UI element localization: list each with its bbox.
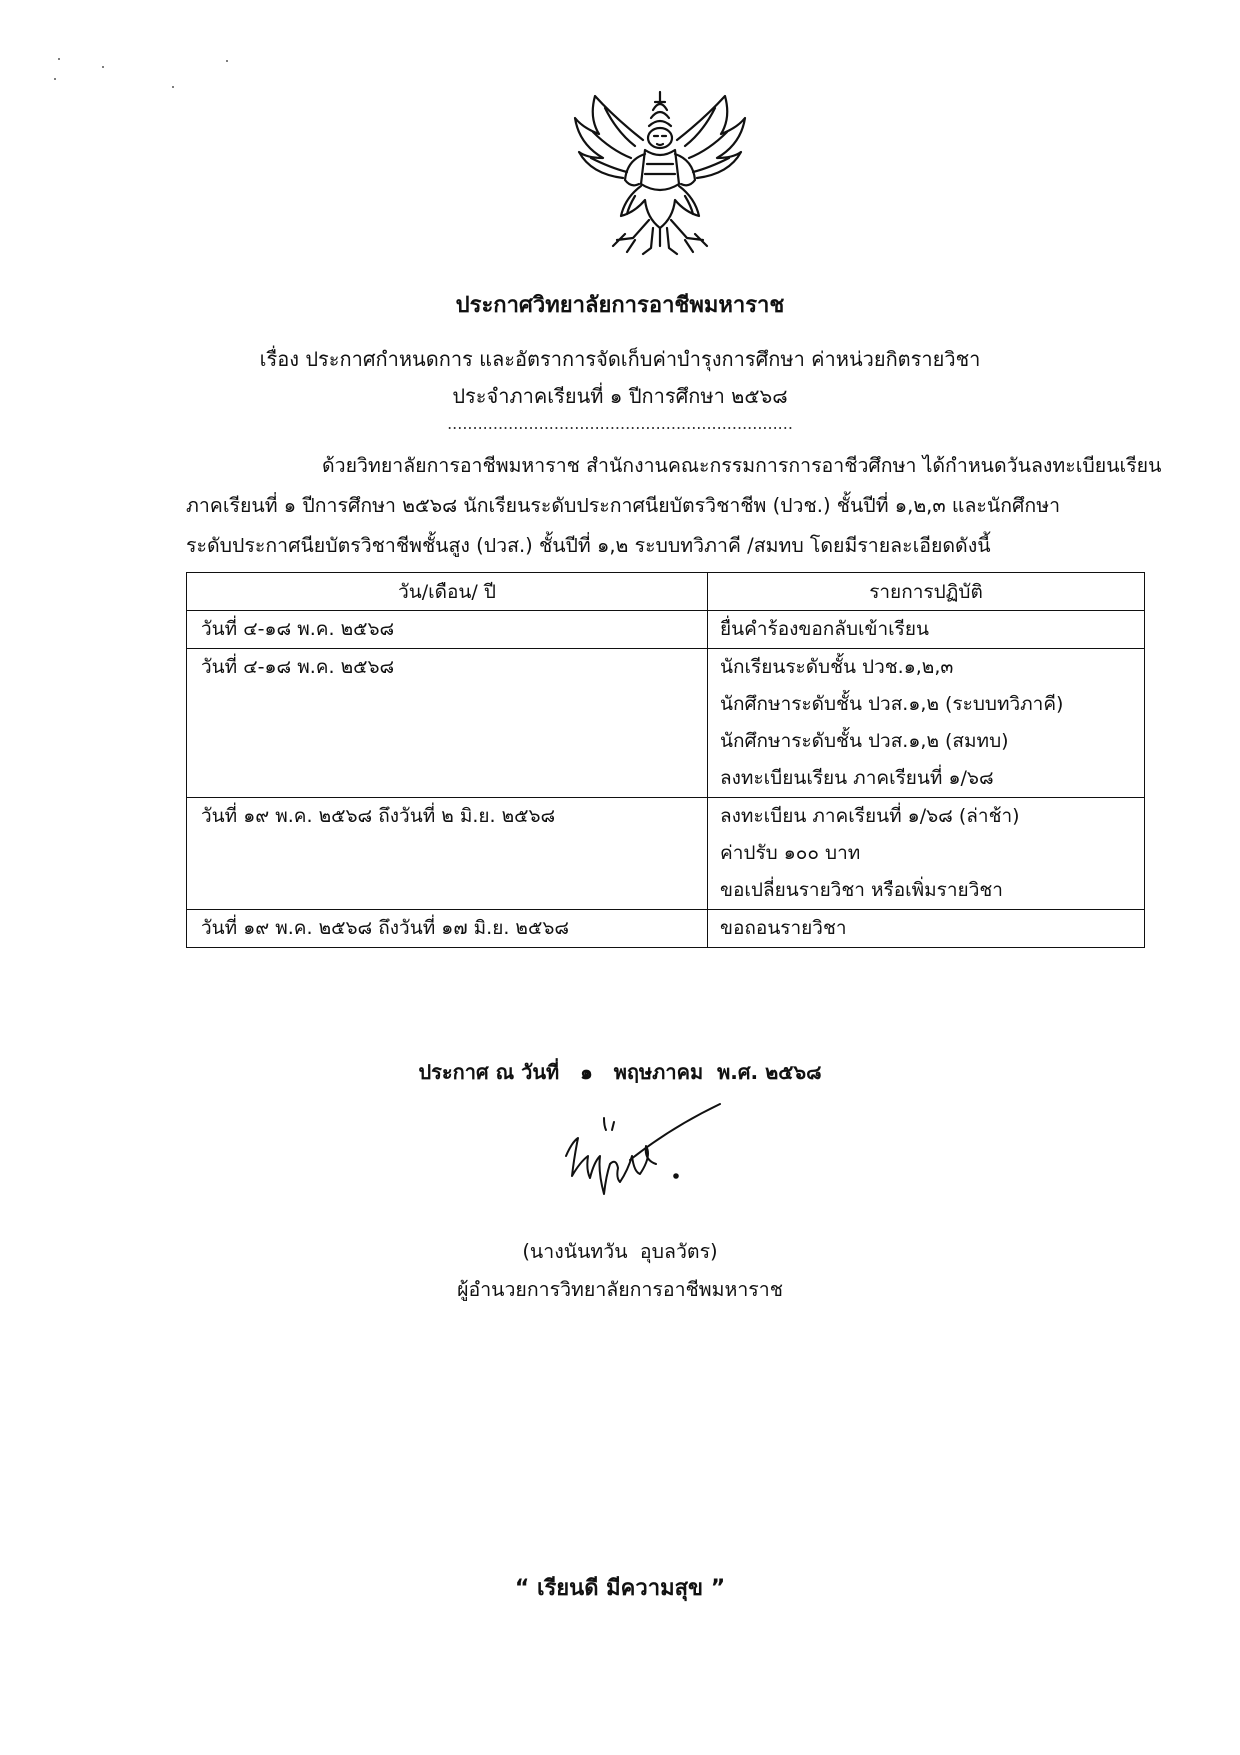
table-row (187, 649, 1145, 798)
date-text: วันที่ ๑๙ พ.ค. ๒๕๖๘ ถึงวันที่ ๑๗ มิ.ย. ๒๕๖๘ (201, 917, 570, 939)
action-item: นักเรียนระดับชั้น ปวช.๑,๒,๓ (720, 656, 954, 678)
action-item: ขอเปลี่ยนรายวิชา หรือเพิ่มรายวิชา (720, 879, 1003, 901)
divider-dots: .................................................................... (447, 414, 793, 433)
table-row (187, 798, 1145, 910)
intro-line-1: ด้วยวิทยาลัยการอาชีพมหาราช สำนักงานคณะกรรมการการอาชีวศึกษา ได้กำหนดวันลงทะเบียนเรียน (322, 454, 1162, 477)
action-item: ขอถอนรายวิชา (720, 917, 847, 939)
scan-speck (226, 60, 228, 62)
table-row (187, 611, 1145, 649)
garuda-emblem-icon (565, 88, 755, 258)
date-text: วันที่ ๑๙ พ.ค. ๒๕๖๘ ถึงวันที่ ๒ มิ.ย. ๒๕๖๘ (201, 805, 556, 827)
date-cell (187, 910, 708, 948)
announcement-date: ประกาศ ณ วันที่ ๑ พฤษภาคม พ.ศ. ๒๕๖๘ (418, 1060, 822, 1084)
date-cell (187, 798, 708, 910)
date-cell (187, 611, 708, 649)
schedule-table (186, 572, 1145, 948)
scan-speck (54, 78, 56, 80)
column-header-date: วัน/เดือน/ ปี (187, 573, 708, 611)
intro-line-3: ระดับประกาศนียบัตรวิชาชีพชั้นสูง (ปวส.) ชั้นปีที่ ๑,๒ ระบบทวิภาคี /สมทบ โดยมีรายละเอียดดังนี้ (186, 534, 991, 557)
date-cell (187, 649, 708, 798)
date-text: วันที่ ๔-๑๘ พ.ค. ๒๕๖๘ (201, 618, 395, 640)
table-row (187, 910, 1145, 948)
column-header-actions: รายการปฏิบัติ (708, 573, 1145, 611)
handwritten-signature (560, 1098, 730, 1208)
action-item: ค่าปรับ ๑๐๐ บาท (720, 842, 861, 864)
scan-speck (102, 66, 104, 68)
action-item: ลงทะเบียนเรียน ภาคเรียนที่ ๑/๖๘ (720, 767, 994, 789)
table-header-row (187, 573, 1145, 611)
action-item: ลงทะเบียน ภาคเรียนที่ ๑/๖๘ (ล่าช้า) (720, 805, 1020, 827)
scan-speck (172, 86, 174, 88)
signer-position: ผู้อำนวยการวิทยาลัยการอาชีพมหาราช (457, 1278, 783, 1301)
action-item: ยื่นคำร้องขอกลับเข้าเรียน (720, 618, 929, 640)
motto: “ เรียนดี มีความสุข ” (514, 1576, 726, 1601)
action-item: นักศึกษาระดับชั้น ปวส.๑,๒ (ระบบทวิภาคี) (720, 693, 1064, 715)
term-line: ประจำภาคเรียนที่ ๑ ปีการศึกษา ๒๕๖๘ (452, 384, 788, 408)
actions-cell (708, 798, 1145, 910)
action-item: นักศึกษาระดับชั้น ปวส.๑,๒ (สมทบ) (720, 730, 1009, 752)
date-text: วันที่ ๔-๑๘ พ.ค. ๒๕๖๘ (201, 656, 395, 678)
actions-cell (708, 910, 1145, 948)
page-title: ประกาศวิทยาลัยการอาชีพมหาราช (455, 293, 785, 318)
subject-line: เรื่อง ประกาศกำหนดการ และอัตราการจัดเก็บค่าบำรุงการศึกษา ค่าหน่วยกิตรายวิชา (259, 347, 981, 371)
intro-line-2: ภาคเรียนที่ ๑ ปีการศึกษา ๒๕๖๘ นักเรียนระดับประกาศนียบัตรวิชาชีพ (ปวช.) ชั้นปีที่ ๑,๒,๓ และนักศึกษา (186, 494, 1061, 517)
signer-name: (นางนันทวัน อุบลวัตร) (522, 1240, 718, 1263)
actions-cell (708, 611, 1145, 649)
scan-speck (58, 58, 60, 60)
actions-cell (708, 649, 1145, 798)
